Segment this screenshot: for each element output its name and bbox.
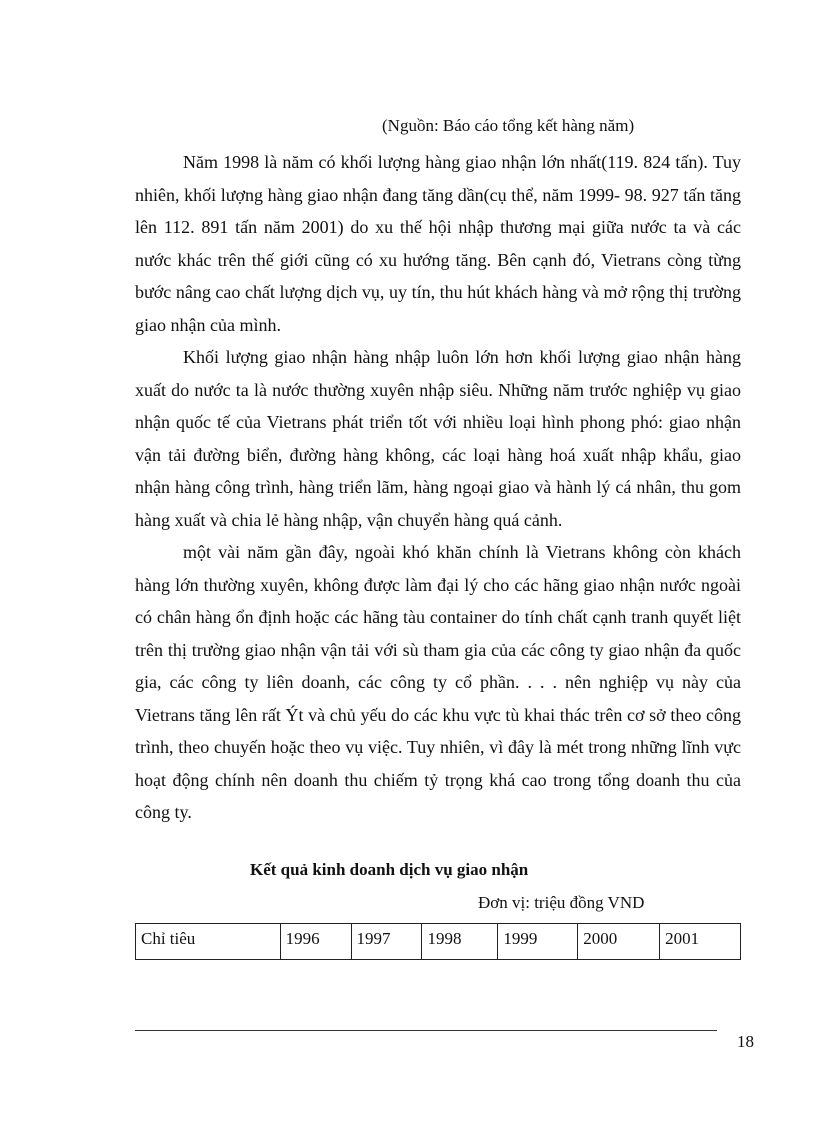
- paragraph: Năm 1998 là năm có khối lượng hàng giao nhận lớn nhất(119. 824 tấn). Tuy nhiên, khối lượng hàng giao nhận đang tăng dần(cụ thể, năm 1999- 98. 927 tấn tăng lên 112. 891 tấn năm 2001) do xu thế hội nhập thương mại giữa nước ta và các nước khác trên thế giới cũng có xu hướng tăng. Bên cạnh đó, Vietrans còng từng bước nâng cao chất lượng dịch vụ, uy tín, thu hút khách hàng và mở rộng thị trường giao nhận của mình.: [135, 152, 741, 335]
- header-cell-year: 1998: [422, 924, 498, 960]
- header-cell-year: 1997: [351, 924, 422, 960]
- body-text: [135, 146, 741, 829]
- paragraph: một vài năm gần đây, ngoài khó khăn chính là Vietrans không còn khách hàng lớn thường xuyên, không được làm đại lý cho các hãng giao nhận nước ngoài có chân hàng ổn định hoặc các hãng tàu container do tính chất cạnh tranh quyết liệt trên thị trường giao nhận vận tải với sù tham gia của các công ty giao nhận đa quốc gia, các công ty liên doanh, các công ty cổ phần. . . . nên nghiệp vụ này của Vietrans tăng lên rất Ýt và chủ yếu do các khu vực tù khai thác trên cơ sở theo công trình, theo chuyến hoặc theo vụ việc. Tuy nhiên, vì đây là mét trong những lĩnh vực hoạt động chính nên doanh thu chiếm tỷ trọng khá cao trong tổng doanh thu của công ty.: [135, 542, 741, 822]
- table-title: Kết quả kinh doanh dịch vụ giao nhận: [250, 860, 529, 879]
- table-header-row: [136, 924, 741, 960]
- table-unit: Đơn vị: triệu đồng VND: [478, 893, 645, 912]
- source-note: (Nguồn: Báo cáo tổng kết hàng năm): [382, 116, 635, 135]
- page-number: 18: [737, 1032, 754, 1051]
- header-cell-year: 1996: [280, 924, 351, 960]
- footer-divider: [135, 1030, 717, 1031]
- paragraph: Khối lượng giao nhận hàng nhập luôn lớn hơn khối lượng giao nhận hàng xuất do nước ta là nước thường xuyên nhập siêu. Những năm trước nghiệp vụ giao nhận quốc tế của Vietrans phát triển tốt với nhiều loại hình phong phó: giao nhận vận tải đường biển, đường hàng không, các loại hàng hoá xuất nhập khẩu, giao nhận hàng công trình, hàng triển lãm, hàng ngoại giao và hành lý cá nhân, thu gom hàng xuất và chia lẻ hàng nhập, vận chuyển hàng quá cảnh.: [135, 347, 741, 530]
- header-cell-year: 2001: [660, 924, 741, 960]
- header-cell-indicator: Chỉ tiêu: [136, 924, 281, 960]
- header-cell-year: 2000: [578, 924, 660, 960]
- header-cell-year: 1999: [498, 924, 578, 960]
- results-table: [135, 923, 741, 960]
